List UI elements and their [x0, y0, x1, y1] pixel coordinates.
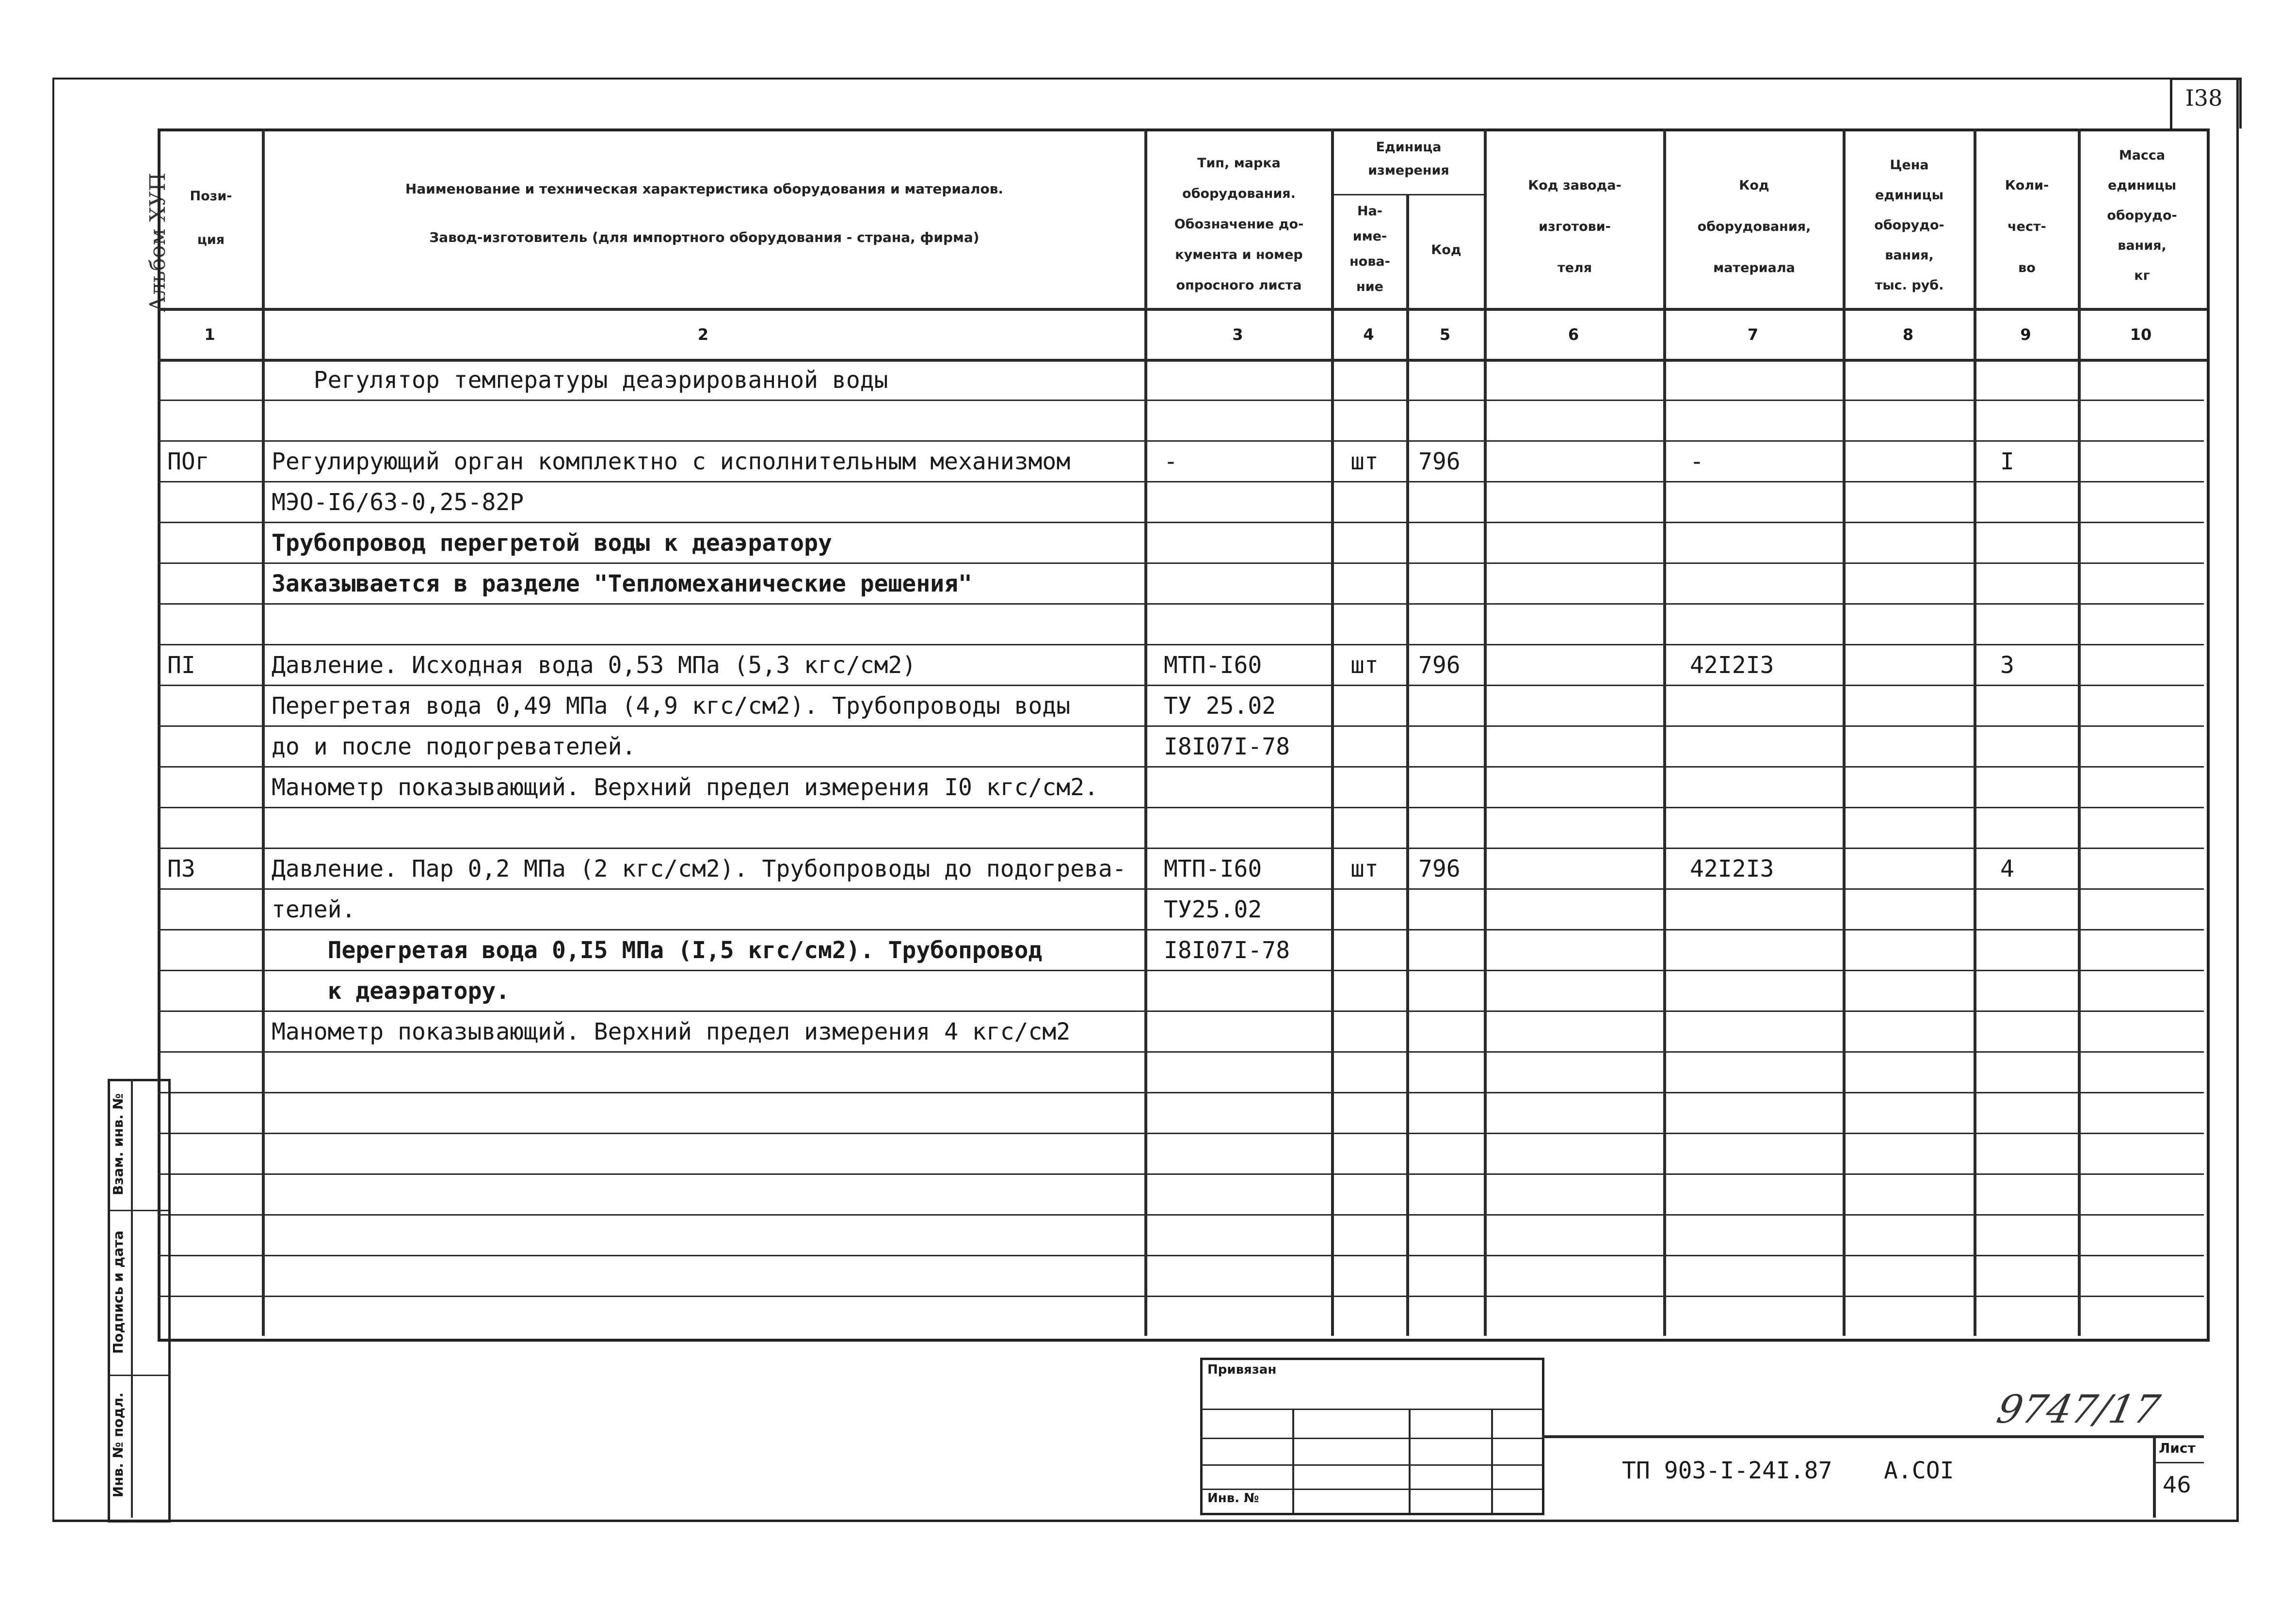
list-label: Лист	[2159, 1440, 2196, 1456]
cell-name: Регулирующий орган комплектно с исполнительным механизмом	[272, 448, 1071, 475]
cell-type: ТУ25.02	[1164, 896, 1262, 923]
column-number: 9	[2020, 325, 2031, 344]
header-name: Наименование и техническая характеристика оборудования и материалов. Завод-изготовитель (для импортного оборудования - страна, фирма)	[405, 181, 1004, 245]
cell-type: МТП-I60	[1164, 652, 1262, 679]
cell-unit: шт	[1350, 855, 1379, 882]
column-number: 5	[1439, 325, 1451, 344]
cell-name: Перегретая вода 0,I5 МПа (I,5 кгс/см2). Трубопровод	[272, 937, 1043, 964]
column-number: 2	[697, 325, 709, 344]
row-divider	[158, 400, 2204, 401]
cell-equipment-code: 42I2I3	[1690, 855, 1774, 882]
cell-type: I8I07I-78	[1164, 733, 1290, 760]
cell-name: Регулятор температуры деаэрированной воды	[272, 367, 888, 394]
cell-name: телей.	[272, 896, 356, 923]
row-divider	[158, 644, 2204, 645]
cell-name: Давление. Пар 0,2 МПа (2 кгс/см2). Трубопроводы до подогрева-	[272, 855, 1126, 882]
row-divider	[158, 1296, 2204, 1297]
row-divider	[158, 1010, 2204, 1012]
row-divider	[158, 807, 2204, 808]
row-divider	[158, 1214, 2204, 1216]
cell-equipment-code: -	[1690, 448, 1704, 475]
cell-name: к деаэратору.	[272, 978, 510, 1005]
row-divider	[158, 603, 2204, 605]
row-divider	[158, 766, 2204, 768]
cell-equipment-code: 42I2I3	[1690, 652, 1774, 679]
stamp-replacement-inv: Взам. инв. №	[110, 1093, 126, 1196]
column-number: 4	[1363, 325, 1374, 344]
cell-quantity: 3	[2000, 652, 2014, 679]
cell-type: ТУ 25.02	[1164, 692, 1276, 720]
doc-code: ТП 903-I-24I.87	[1622, 1457, 1832, 1484]
column-number: 8	[1902, 325, 1914, 344]
cell-position: ПЗ	[167, 855, 195, 882]
row-divider	[158, 1255, 2204, 1256]
header-mass: Масса единицы оборудо- вания, кг	[2107, 148, 2177, 283]
row-divider	[158, 1173, 2204, 1175]
row-divider	[158, 562, 2204, 564]
cell-quantity: 4	[2000, 855, 2014, 882]
cell-type: МТП-I60	[1164, 855, 1262, 882]
handwritten-number: 9747/17	[1993, 1387, 2164, 1432]
cell-name: Давление. Исходная вода 0,53 МПа (5,3 кгс/см2)	[272, 652, 916, 679]
header-unit-code: Код	[1431, 242, 1461, 257]
page-number: I38	[2185, 85, 2223, 111]
cell-type: I8I07I-78	[1164, 937, 1290, 964]
column-number: 3	[1232, 325, 1243, 344]
privyazan-label: Привязан	[1207, 1363, 1277, 1377]
cell-unit-code: 796	[1418, 448, 1461, 475]
cell-name: МЭО-I6/63-0,25-82Р	[272, 489, 524, 516]
header-equipment-code: Код оборудования, материала	[1697, 178, 1811, 275]
row-divider	[158, 481, 2204, 482]
stamp-original-inv: Инв. № подл.	[110, 1392, 126, 1498]
doc-part: А.COI	[1884, 1457, 1954, 1484]
header-type: Тип, марка оборудования. Обозначение до- кумента и номер опросного листа	[1174, 156, 1304, 293]
cell-unit: шт	[1350, 652, 1379, 679]
header-quantity: Коли- чест- во	[2005, 178, 2049, 275]
inv-no-label: Инв. №	[1207, 1491, 1259, 1506]
cell-type: -	[1164, 448, 1178, 475]
cell-position: ПI	[167, 652, 195, 679]
cell-unit-code: 796	[1418, 652, 1461, 679]
row-divider	[158, 440, 2204, 442]
row-divider	[158, 685, 2204, 686]
cell-unit: шт	[1350, 448, 1379, 475]
cell-name: Перегретая вода 0,49 МПа (4,9 кгс/см2). Трубопроводы воды	[272, 692, 1071, 720]
header-unit-name: На- име- нова- ние	[1349, 204, 1390, 294]
row-divider	[158, 929, 2204, 930]
row-divider	[158, 888, 2204, 890]
column-number: 6	[1568, 325, 1579, 344]
header-position: Пози- ция	[190, 189, 232, 247]
cell-name: Манометр показывающий. Верхний предел измерения 4 кгс/см2	[272, 1018, 1071, 1045]
row-divider	[158, 725, 2204, 727]
list-number: 46	[2163, 1472, 2191, 1498]
row-divider	[158, 1051, 2204, 1053]
column-number: 10	[2130, 325, 2152, 344]
row-divider	[158, 970, 2204, 971]
cell-name: Манометр показывающий. Верхний предел измерения I0 кгс/см2.	[272, 774, 1099, 801]
stamp-signature-date: Подпись и дата	[110, 1230, 126, 1354]
column-number: 1	[204, 325, 215, 344]
cell-name: до и после подогревателей.	[272, 733, 636, 760]
row-divider	[158, 522, 2204, 523]
header-unit: Единица измерения	[1368, 140, 1449, 178]
album-label: Альбом ХУП	[145, 173, 170, 312]
cell-name: Трубопровод перегретой воды к деаэратору	[272, 529, 832, 557]
row-divider	[158, 1092, 2204, 1093]
cell-quantity: I	[2000, 448, 2014, 475]
column-number: 7	[1747, 325, 1759, 344]
cell-position: ПОг	[167, 448, 209, 475]
cell-name: Заказывается в разделе "Тепломеханические решения"	[272, 570, 972, 597]
row-divider	[158, 1133, 2204, 1134]
header-manufacturer-code: Код завода- изготови- теля	[1528, 178, 1622, 275]
row-divider	[158, 848, 2204, 849]
cell-unit-code: 796	[1418, 855, 1461, 882]
header-price: Цена единицы оборудо- вания, тыс. руб.	[1874, 158, 1944, 293]
